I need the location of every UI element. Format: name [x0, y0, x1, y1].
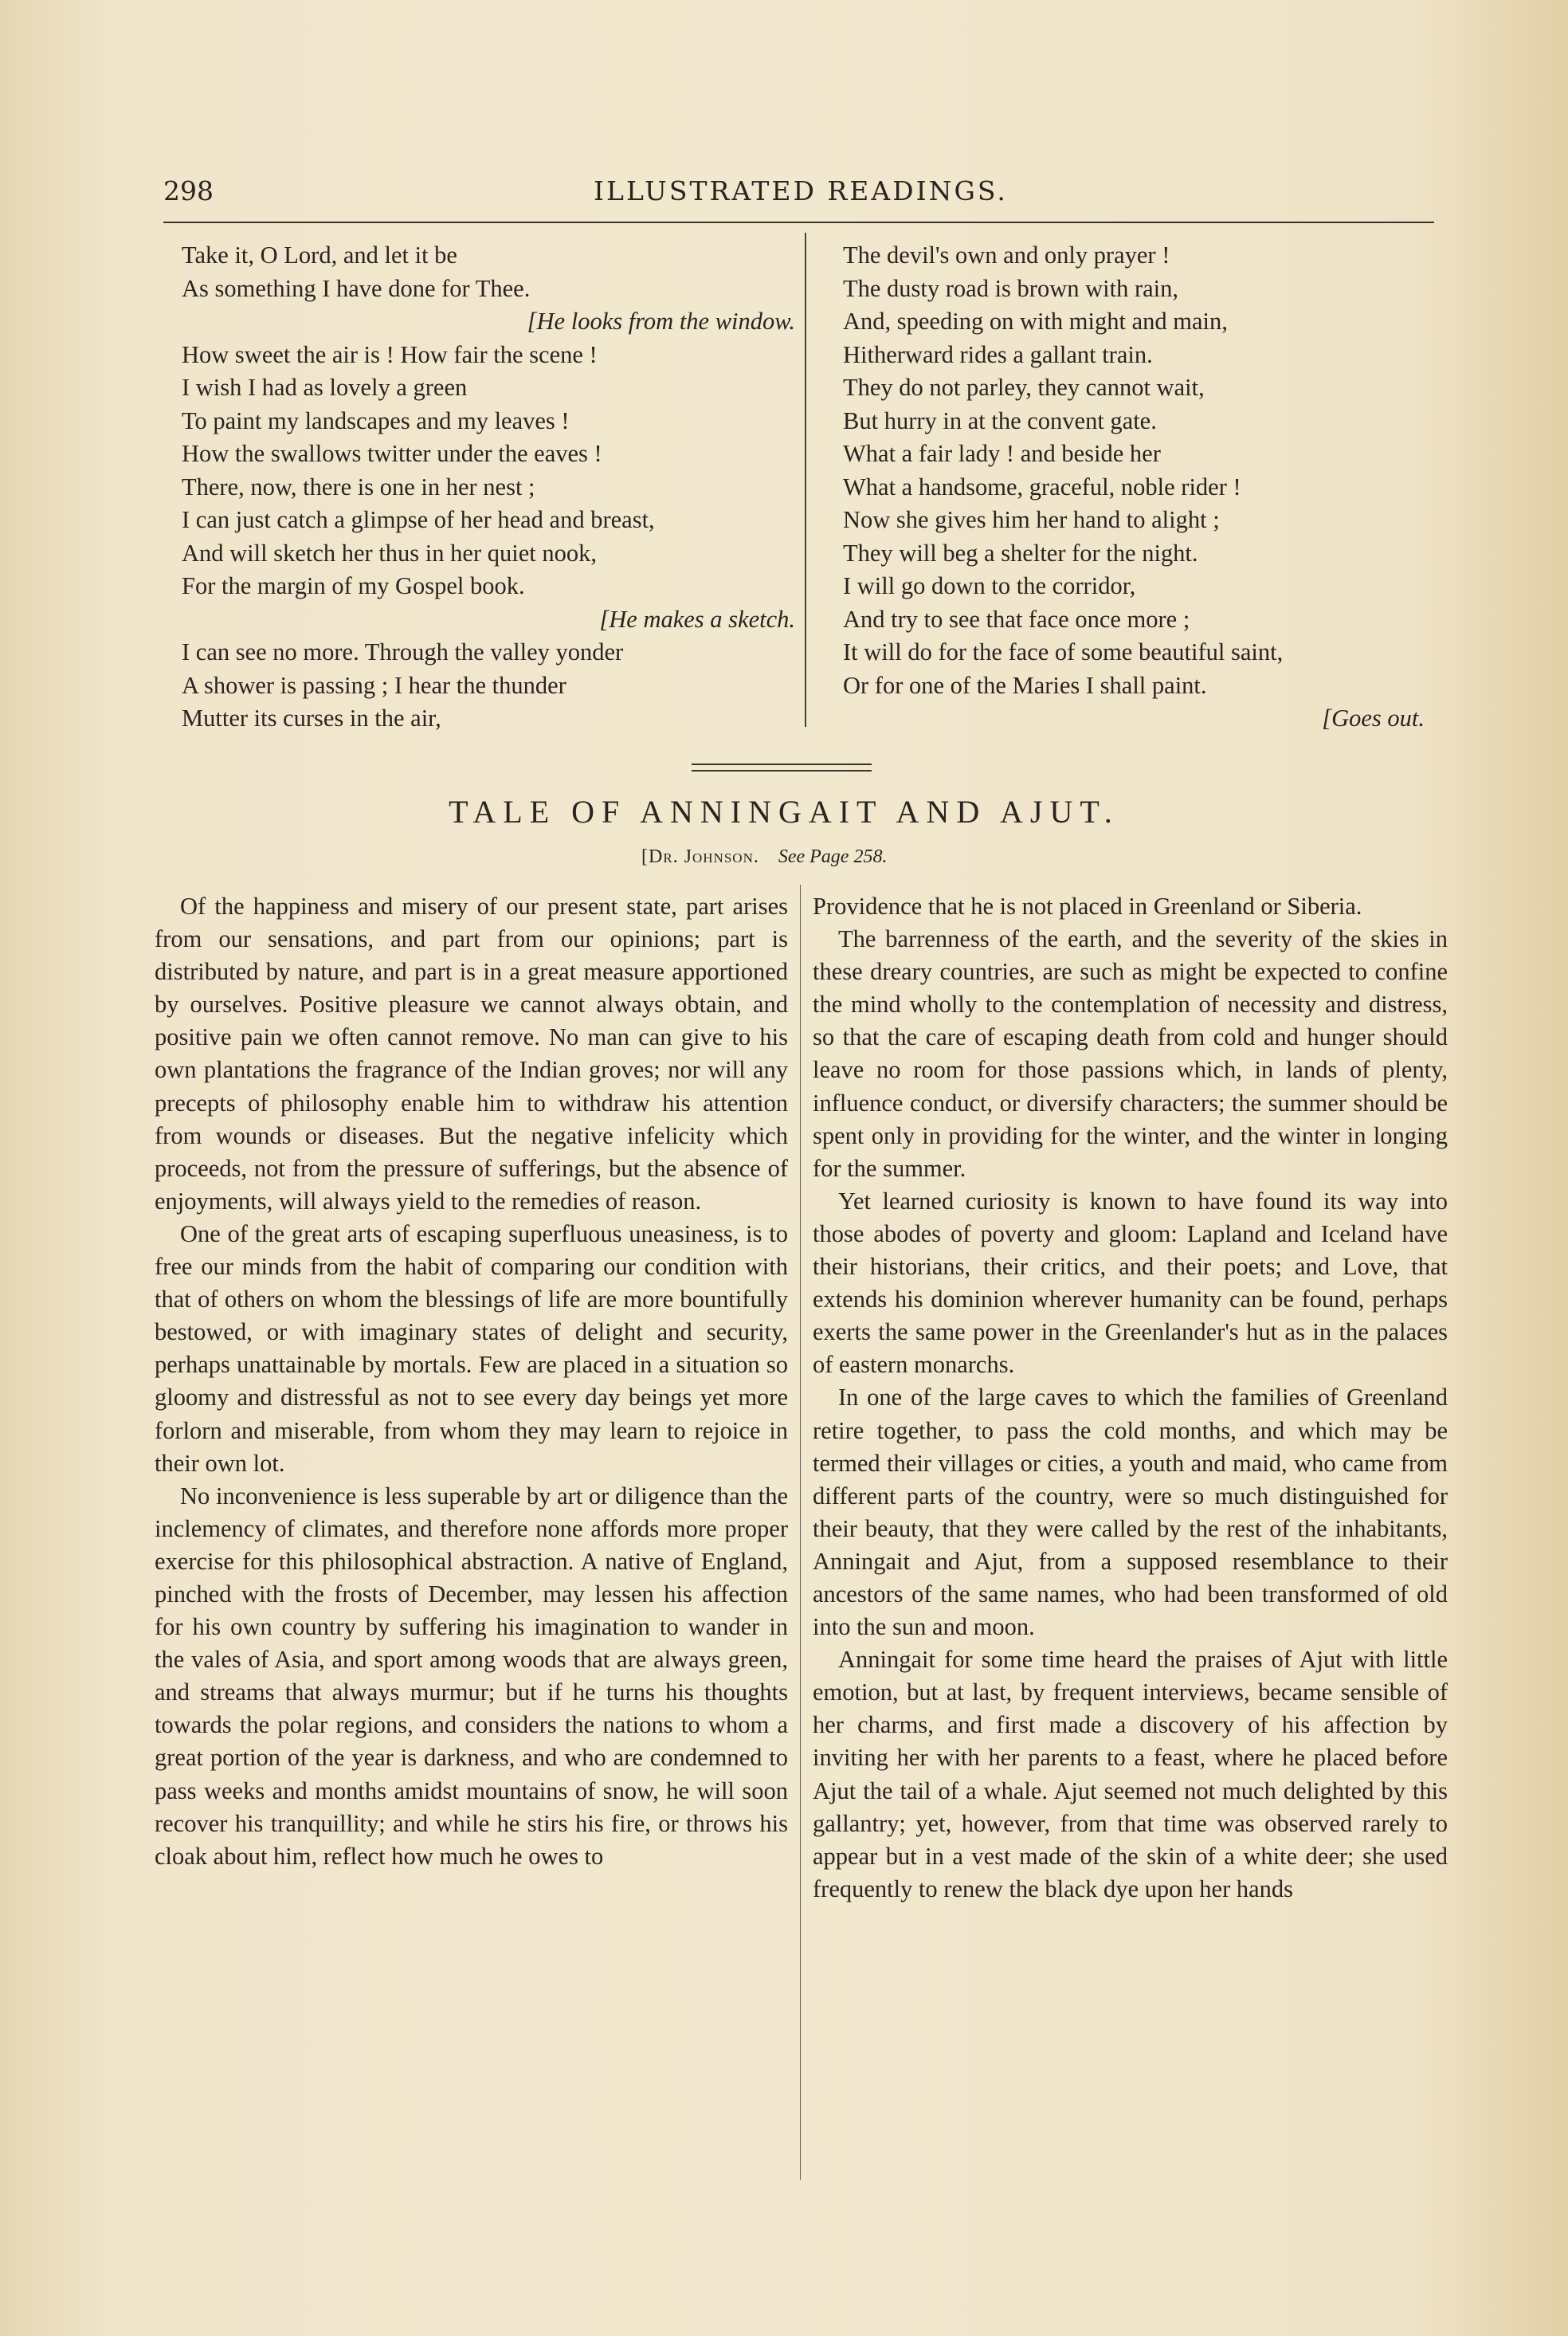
- verse-line: How sweet the air is ! How fair the scene !: [182, 340, 598, 368]
- verse-line: But hurry in at the convent gate.: [843, 406, 1157, 434]
- poem-left-column: [182, 239, 795, 736]
- verse-line: They do not parley, they cannot wait,: [843, 374, 1205, 401]
- verse-line: Take it, O Lord, and let it be: [182, 241, 457, 269]
- article-paragraph: Anningait for some time heard the praises of Ajut with little emotion, but at last, by frequent interviews, became sensible of her charms, and first made a discovery of his affection by inviting her with her parents to a feast, where he placed before Ajut the tail of a whale. Ajut seemed not much delighted by this gallantry; yet, however, from that time was observed rarely to appear but in a vest made of the skin of a white deer; she used frequently to renew the black dye upon her hands: [813, 1646, 1448, 1902]
- article-byline: [641, 846, 887, 868]
- verse-line: The dusty road is brown with rain,: [843, 274, 1178, 302]
- article-page-reference: See Page 258.: [778, 846, 888, 867]
- article-paragraph: One of the great arts of escaping superfluous uneasiness, is to free our minds from the habit of comparing our condition with that of others on whom the blessings of life are more bountifully bestowed, or with imaginary states of delight and security, perhaps unattainable by mortals. Few are placed in a situation so gloomy and distressful as not to see every day beings yet more forlorn and miserable, from whom they may learn to rejoice in their own lot.: [155, 1219, 788, 1477]
- article-paragraph: No inconvenience is less superable by art or diligence than the inclemency of climates, and therefore none affords more proper exercise for this philosophical abstraction. A native of England, pinched with the frosts of December, may lessen his affection for his own country by suffering his imagination to wander in the vales of Asia, and sport among woods that are always green, and streams that always murmur; but if he turns his thoughts towards the polar regions, and considers the nations to whom a great portion of the year is darkness, and who are condemned to pass weeks and months amidst mountains of snow, he will soon recover his tranquillity; and while he stirs his fire, or throws his cloak about him, reflect how much he owes to: [155, 1482, 788, 1870]
- article-paragraph: Providence that he is not placed in Greenland or Siberia.: [813, 893, 1362, 920]
- verse-line: I wish I had as lovely a green: [182, 374, 468, 401]
- verse-line: And, speeding on with might and main,: [843, 308, 1228, 335]
- verse-line: I can just catch a glimpse of her head and breast,: [182, 506, 655, 533]
- article-paragraph: Yet learned curiosity is known to have found its way into those abodes of poverty and gloom: Lapland and Iceland have their historians, their critics, and their poets; and Love, that extends his dominion wherever humanity can be found, perhaps exerts the same power in the Greenlander's hut as in the palaces of eastern monarchs.: [813, 1187, 1448, 1379]
- verse-line: Or for one of the Maries I shall paint.: [843, 671, 1207, 699]
- section-divider: [692, 764, 872, 776]
- verse-line: What a fair lady ! and beside her: [843, 440, 1161, 467]
- article-left-column: [155, 890, 788, 1873]
- verse-line: I can see no more. Through the valley yonder: [182, 638, 624, 665]
- verse-line: What a handsome, graceful, noble rider !: [843, 473, 1241, 501]
- verse-line: And try to see that face once more ;: [843, 605, 1190, 633]
- article-title: TALE OF ANNINGAIT AND AJUT.: [449, 794, 1119, 830]
- article-column-divider: [800, 885, 801, 2180]
- article-paragraph: The barrenness of the earth, and the severity of the skies in these dreary countries, are such as might be expected to confine the mind wholly to the contemplation of necessity and distress, so that the care of escaping death from cold and hunger should leave no room for those passions which, in lands of plenty, influence conduct, or diversify characters; the summer should be spent only in providing for the winter, and the winter in longing for the summer.: [813, 925, 1448, 1182]
- page-header: [163, 175, 1434, 214]
- poem-right-column: [843, 239, 1425, 736]
- verse-line: Mutter its curses in the air,: [182, 705, 441, 732]
- header-rule: [163, 222, 1434, 223]
- poem-column-divider: [805, 233, 806, 727]
- verse-line: To paint my landscapes and my leaves !: [182, 406, 570, 434]
- article-right-column: [813, 890, 1448, 1906]
- stage-direction: [Goes out.: [1322, 705, 1425, 732]
- verse-line: A shower is passing ; I hear the thunder: [182, 671, 566, 699]
- page-number: 298: [163, 175, 214, 206]
- article-author: [Dr. Johnson.: [641, 846, 759, 867]
- verse-line: Now she gives him her hand to alight ;: [843, 506, 1220, 533]
- verse-line: For the margin of my Gospel book.: [182, 572, 525, 599]
- verse-line: There, now, there is one in her nest ;: [182, 473, 535, 501]
- verse-line: It will do for the face of some beautiful saint,: [843, 638, 1284, 665]
- article-paragraph: Of the happiness and misery of our present state, part arises from our sensations, and part from our opinions; part is distributed by nature, and part is in a great measure apportioned by ourselves. Positive pleasure we cannot always obtain, and positive pain we often cannot remove. No man can give to his own plantations the fragrance of the Indian groves; nor will any precepts of philosophy enable him to withdraw his attention from wounds or diseases. But the negative infelicity which proceeds, not from the pressure of sufferings, but the absence of enjoyments, will always yield to the remedies of reason.: [155, 893, 788, 1215]
- verse-line: I will go down to the corridor,: [843, 572, 1136, 599]
- verse-line: And will sketch her thus in her quiet nook,: [182, 539, 597, 567]
- verse-line: How the swallows twitter under the eaves !: [182, 440, 602, 467]
- stage-direction: [He looks from the window.: [527, 308, 795, 335]
- stage-direction: [He makes a sketch.: [599, 605, 795, 633]
- verse-line: As something I have done for Thee.: [182, 274, 531, 302]
- article-paragraph: In one of the large caves to which the families of Greenland retire together, to pass the cold months, and which may be termed their villages or cities, a youth and maid, who came from different parts of the country, were so much distinguished for their beauty, that they were called by the rest of the inhabitants, Anningait and Ajut, from a supposed resemblance to their ancestors of the same names, who had been transformed of old into the sun and moon.: [813, 1384, 1448, 1641]
- verse-line: The devil's own and only prayer !: [843, 241, 1170, 269]
- verse-line: They will beg a shelter for the night.: [843, 539, 1198, 567]
- running-head: ILLUSTRATED READINGS.: [594, 175, 1008, 206]
- verse-line: Hitherward rides a gallant train.: [843, 340, 1153, 368]
